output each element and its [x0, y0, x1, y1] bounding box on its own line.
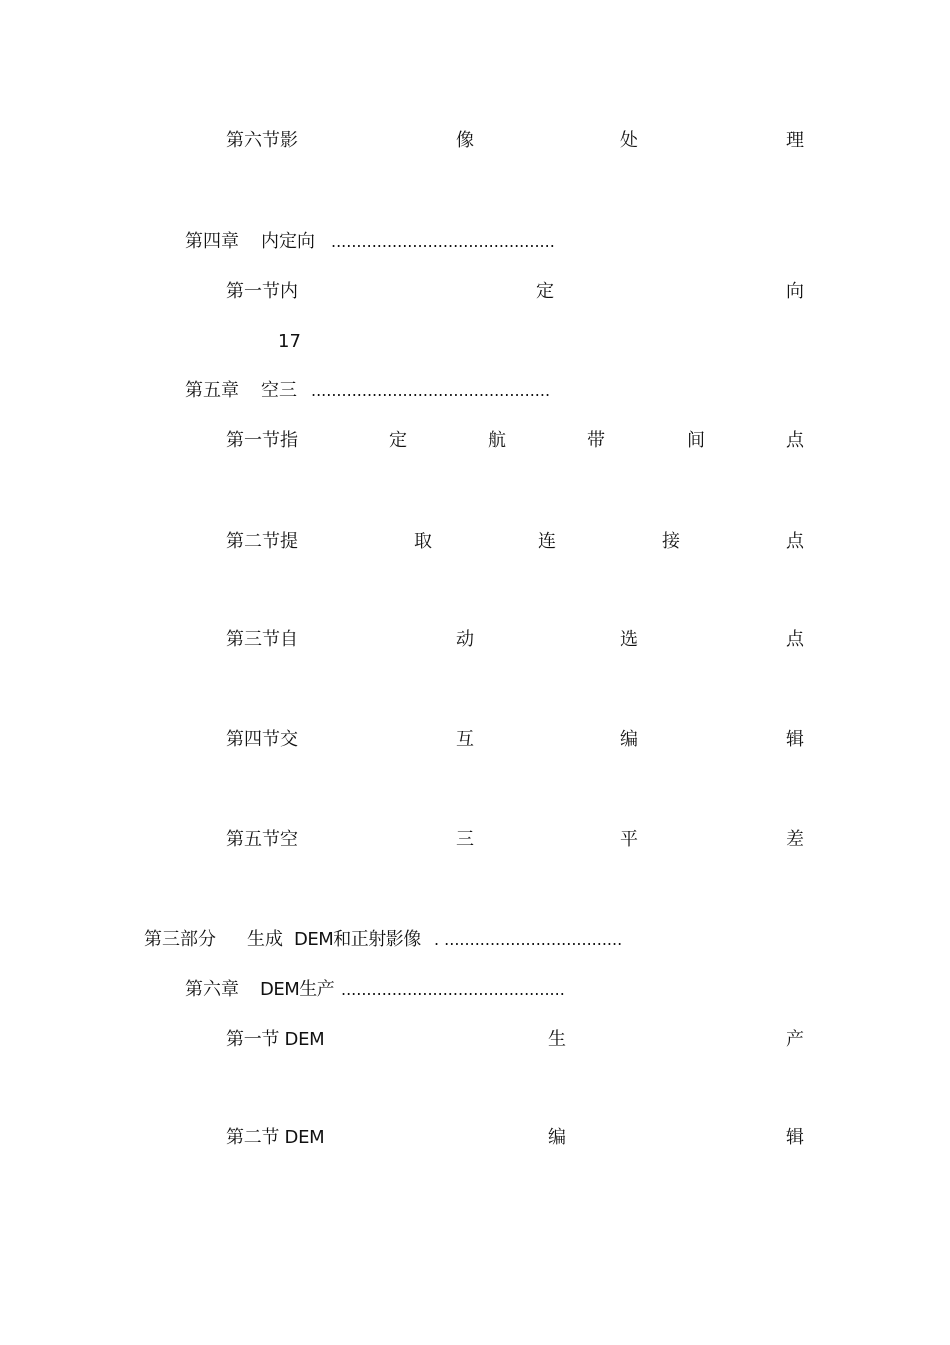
- chapter-label: 第四章: [185, 231, 239, 252]
- section-prefix: 第六节影: [226, 130, 298, 151]
- section-char: 辑: [786, 729, 804, 750]
- toc-leader-dots: . ...................................: [434, 930, 623, 949]
- section-char: 互: [456, 729, 474, 750]
- section-char: 取: [414, 531, 432, 552]
- section-char: 带: [587, 430, 605, 451]
- section-char: 接: [662, 531, 680, 552]
- chapter-label: 第六章: [185, 979, 239, 1000]
- part-label: 第三部分: [144, 929, 216, 950]
- toc-leader-dots: ...............................................: [311, 381, 551, 400]
- section-char: 编: [620, 729, 638, 750]
- section-prefix: 第一节 DEM: [226, 1029, 325, 1050]
- section-char: 定: [389, 430, 407, 451]
- section-prefix: 第三节自: [226, 629, 298, 650]
- section-char: 像: [456, 130, 474, 151]
- section-char: 向: [786, 281, 804, 302]
- section-prefix: 第一节指: [226, 430, 298, 451]
- section-char: 产: [786, 1029, 804, 1050]
- section-char: 编: [548, 1127, 566, 1148]
- part-title: DEM和正射影像: [294, 929, 421, 950]
- section-char: 间: [687, 430, 705, 451]
- section-char: 处: [620, 130, 638, 151]
- chapter-title: 内定向: [261, 231, 315, 252]
- section-char: 动: [456, 629, 474, 650]
- section-char: 航: [488, 430, 506, 451]
- section-char: 点: [786, 531, 804, 552]
- section-char: 生: [548, 1029, 566, 1050]
- toc-leader-dots: ............................................: [341, 980, 565, 999]
- part-title: 生成: [247, 929, 283, 950]
- chapter-title: 空三: [261, 380, 297, 401]
- section-char: 理: [786, 130, 804, 151]
- section-char: 三: [456, 829, 474, 850]
- section-char: 差: [786, 829, 804, 850]
- section-prefix: 第二节提: [226, 531, 298, 552]
- section-prefix: 第五节空: [226, 829, 298, 850]
- toc-leader-dots: ............................................: [331, 232, 555, 251]
- chapter-title: DEM生产: [260, 979, 335, 1000]
- section-prefix: 第一节内: [226, 281, 298, 302]
- chapter-label: 第五章: [185, 380, 239, 401]
- section-char: 选: [620, 629, 638, 650]
- section-char: 平: [620, 829, 638, 850]
- section-prefix: 第四节交: [226, 729, 298, 750]
- page-number: 17: [278, 331, 301, 352]
- section-char: 点: [786, 430, 804, 451]
- section-char: 连: [538, 531, 556, 552]
- section-char: 定: [536, 281, 554, 302]
- section-char: 点: [786, 629, 804, 650]
- section-prefix: 第二节 DEM: [226, 1127, 325, 1148]
- section-char: 辑: [786, 1127, 804, 1148]
